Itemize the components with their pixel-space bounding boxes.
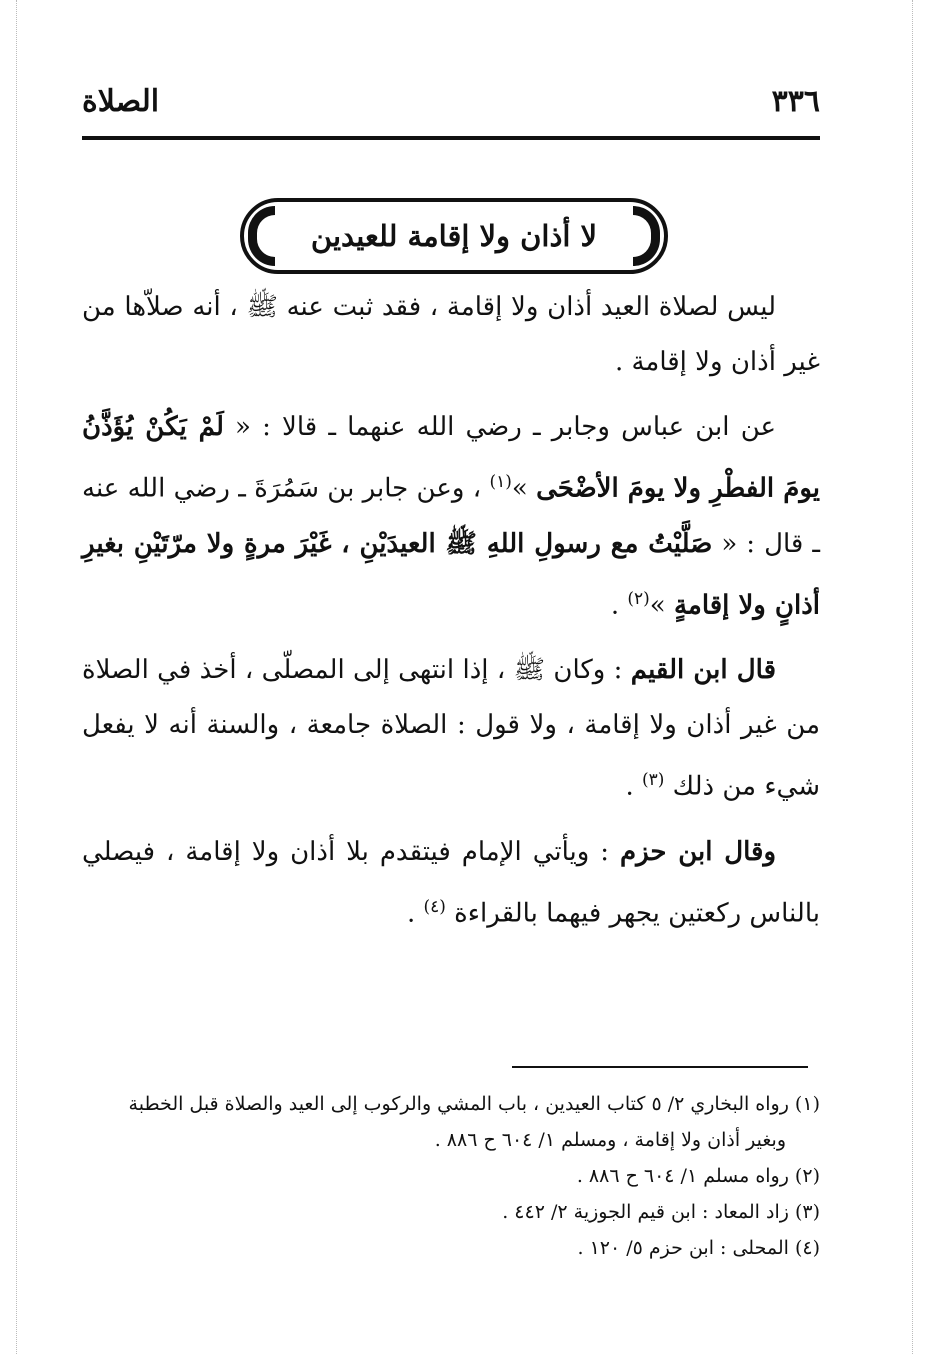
paragraph-2-text-d: » xyxy=(649,590,674,621)
paragraph-1 xyxy=(82,280,820,390)
paragraph-4-speaker: وقال ابن حزم xyxy=(619,836,777,867)
main-text xyxy=(82,280,820,952)
paragraph-2-text-c: ، وعن جابر بن سَمُرَةَ ـ رضي الله عنه ـ قال : « xyxy=(82,473,820,559)
footnote-separator xyxy=(512,1066,808,1068)
paragraph-4 xyxy=(82,825,820,942)
paragraph-3 xyxy=(82,643,820,815)
footnote-ref-3: (٣) xyxy=(641,770,665,791)
section-title-frame xyxy=(240,198,668,274)
running-title: الصلاة xyxy=(82,84,160,119)
paragraph-2-text-a: عن ابن عباس وجابر ـ رضي الله عنهما ـ قالا : « xyxy=(223,412,776,442)
footnote-1 xyxy=(82,1086,820,1158)
footnote-ref-2: (٢) xyxy=(627,588,650,609)
paragraph-1-text: ليس لصلاة العيد أذان ولا إقامة ، فقد ثبت عنه ﷺ ، أنه صلاّها من غير أذان ولا إقامة . xyxy=(82,292,820,377)
hadith-quote-1: لَمْ يَكُنْ يُؤَذَّنُ يومَ الفطْرِ ولا يومَ الأضْحَى xyxy=(82,412,821,504)
footnote-3: (٣) زاد المعاد : ابن قيم الجوزية ٢/ ٤٤٢ . xyxy=(502,1201,820,1223)
paragraph-4-text: : ويأتي الإمام فيتقدم بلا أذان ولا إقامة ، فيصلي بالناس ركعتين يجهر فيهما بالقراءة xyxy=(82,836,820,929)
footnote-ref-1: (١) xyxy=(489,472,512,492)
paragraph-3-speaker: قال ابن القيم xyxy=(630,655,776,686)
paragraph-3-end: . xyxy=(625,771,642,802)
footnote-4: (٤) المحلى : ابن حزم ٥/ ١٢٠ . xyxy=(577,1237,820,1259)
page-header xyxy=(82,80,820,132)
margin-dots-right xyxy=(912,0,914,1354)
margin-dots-left xyxy=(16,0,18,1354)
footnote-2: (٢) رواه مسلم ١/ ٦٠٤ ح ٨٨٦ . xyxy=(576,1165,820,1187)
hadith-quote-2: صَلَّيْتُ مع رسولِ اللهِ ﷺ العيدَيْنِ ، غَيْرَ مرةٍ ولا مرّتَيْنِ بغيرِ أذانٍ ولا إقامةٍ xyxy=(82,528,820,621)
footnote-1-line-1: (١) رواه البخاري ٢/ ٥ كتاب العيدين ، باب المشي والركوب إلى العيد والصلاة قبل الخطبة xyxy=(128,1093,820,1115)
paragraph-4-end: . xyxy=(406,898,424,929)
footnote-1-line-2: وبغير أذان ولا إقامة ، ومسلم ١/ ٦٠٤ ح ٨٨٦ . xyxy=(434,1129,786,1151)
paragraph-2-text-e: . xyxy=(610,590,628,621)
header-rule xyxy=(82,136,820,140)
paragraph-3-text: : وكان ﷺ ، إذا انتهى إلى المصلّى ، أخذ في الصلاة من غير أذان ولا إقامة ، ولا قول : الصلاة جامعة ، والسنة أنه لا يفعل شيء من ذلك xyxy=(82,655,820,802)
footnotes xyxy=(82,1086,820,1266)
section-title: لا أذان ولا إقامة للعيدين xyxy=(310,219,598,253)
footnote-ref-4: (٤) xyxy=(423,896,446,917)
paragraph-2 xyxy=(82,400,820,633)
paragraph-2-text-b: » xyxy=(511,473,537,504)
page-number: ٣٣٦ xyxy=(771,84,820,119)
